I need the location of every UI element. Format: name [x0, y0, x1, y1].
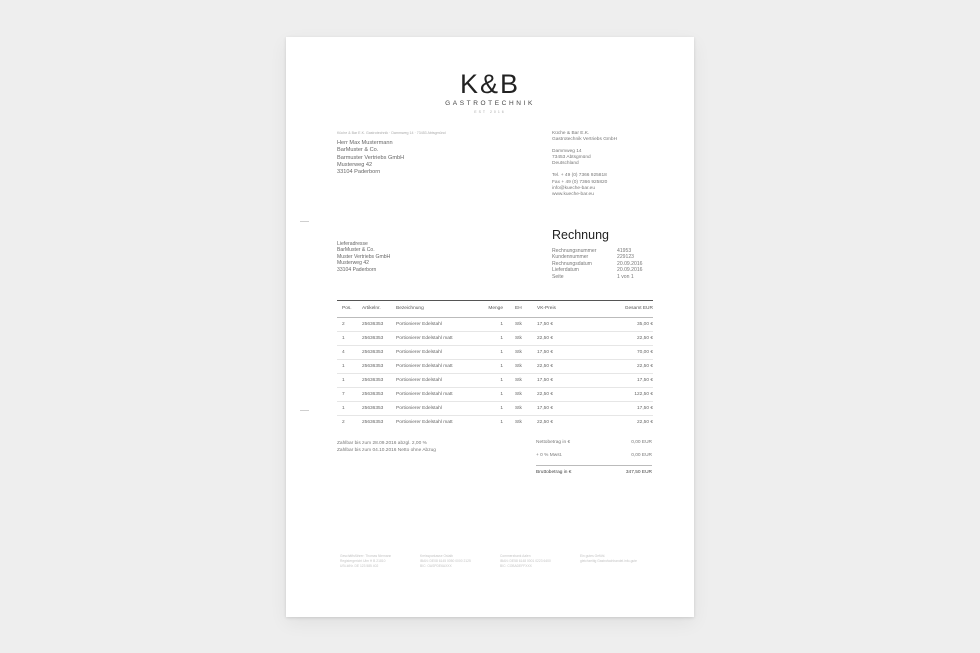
fold-mark	[300, 221, 309, 222]
cell-article: 25636353	[362, 420, 384, 425]
table-row	[337, 359, 653, 373]
table-row	[337, 387, 653, 401]
cell-unit-price: 17,50 €	[537, 350, 554, 355]
cell-quantity: 1	[500, 420, 503, 425]
cell-quantity: 1	[500, 378, 503, 383]
meta-label: Rechnungsnummer	[552, 248, 597, 254]
meta-value: 1 von 1	[617, 273, 634, 280]
header-quantity: Menge	[488, 306, 503, 311]
tax-value: 0,00 EUR	[631, 452, 652, 458]
invoice-meta	[552, 248, 643, 280]
footer-line: IBAN: DE58 6148 0001 0223 6400	[500, 559, 551, 563]
cell-pos: 2	[342, 420, 345, 425]
page-footer	[340, 554, 660, 569]
meta-value: 20.09.2016	[617, 267, 643, 274]
cell-article: 25636353	[362, 378, 384, 383]
gross-value: 347,50 EUR	[625, 470, 652, 475]
header-article: Artikelnr.	[362, 306, 381, 311]
cell-description: Portionierer Edelstahl	[396, 322, 442, 327]
meta-label: Lieferdatum	[552, 267, 579, 274]
logo-subtitle: GASTROTECHNIK	[445, 100, 535, 107]
cell-article: 25636353	[362, 364, 384, 369]
logo-established: EST 2016	[474, 110, 506, 114]
cell-article: 25636353	[362, 392, 384, 397]
cell-unit: Stk	[515, 420, 522, 425]
company-email: info@kueche-bar.eu	[552, 185, 596, 191]
company-fax: Fax + 49 (0) 7366 925820	[552, 179, 608, 185]
cell-pos: 2	[342, 322, 345, 327]
gross-label: Bruttobetrag in €	[536, 470, 572, 475]
cell-total: 122,50 €	[634, 392, 653, 397]
cell-unit: Stk	[515, 378, 522, 383]
cell-unit: Stk	[515, 322, 522, 327]
cell-description: Portionierer Edelstahl matt	[396, 336, 453, 341]
cell-quantity: 1	[500, 392, 503, 397]
invoice-page	[286, 37, 694, 617]
cell-article: 25636353	[362, 406, 384, 411]
table-row	[337, 317, 653, 331]
table-row	[337, 345, 653, 359]
meta-value: 20.09.2016	[617, 260, 643, 267]
table-row	[337, 401, 653, 415]
delivery-line: 33104 Paderborn	[337, 266, 377, 273]
company-address-line: Deutschland	[552, 161, 579, 167]
recipient-line: BarMuster & Co.	[337, 147, 379, 154]
footer-line: BIC: OASPDE6AXXX	[420, 564, 452, 568]
meta-label: Kundennummer	[552, 254, 589, 261]
header-pos: Pos.	[342, 306, 352, 311]
sender-return-line: Küche & Bar E.K. Gastrotechnik · Dammweg 14 · 73453 Abtsgmünd	[337, 131, 446, 135]
header-unit: EH	[515, 306, 522, 311]
cell-pos: 7	[342, 392, 345, 397]
cell-pos: 1	[342, 378, 345, 383]
recipient-line: Barmuster Vertriebs GmbH	[337, 154, 405, 161]
recipient-line: 33104 Paderborn	[337, 169, 381, 176]
cell-quantity: 1	[500, 350, 503, 355]
cell-description: Portionierer Edelstahl matt	[396, 364, 453, 369]
cell-description: Portionierer Edelstahl	[396, 378, 442, 383]
cell-unit-price: 22,50 €	[537, 336, 554, 341]
totals-block	[536, 440, 652, 483]
cell-quantity: 1	[500, 322, 503, 327]
footer-line: Ein gutes Gefühl.	[580, 554, 606, 558]
footer-line: gleichzeitig Gastrofachhandel.info-gute	[580, 559, 637, 563]
net-label: Nettobetrag in €	[536, 440, 571, 445]
company-address-line: 73453 Abtsgmünd	[552, 155, 591, 161]
fold-mark	[300, 410, 309, 411]
footer-line: USt-IdNr. DE 123 585 402	[340, 564, 379, 568]
table-header	[337, 300, 653, 317]
cell-unit: Stk	[515, 364, 522, 369]
recipient-address	[337, 140, 404, 176]
company-info	[552, 131, 617, 198]
cell-unit: Stk	[515, 406, 522, 411]
footer-line: Registergericht Ulm H B 21810	[340, 559, 386, 563]
company-logo	[286, 71, 694, 114]
delivery-title: Lieferadresse	[337, 241, 368, 247]
cell-description: Portionierer Edelstahl matt	[396, 420, 453, 425]
gross-row	[536, 466, 652, 483]
delivery-line: Musterweg 42	[337, 260, 369, 267]
cell-unit: Stk	[515, 392, 522, 397]
net-value: 0,00 EUR	[631, 440, 652, 445]
table-row	[337, 331, 653, 345]
cell-unit-price: 17,50 €	[537, 378, 554, 383]
company-address-line: Dammweg 14	[552, 149, 582, 155]
header-total: Gesamt EUR	[624, 306, 653, 311]
tax-label: + 0 % Mwst.	[536, 452, 563, 458]
delivery-line: BarMuster & Co.	[337, 247, 375, 254]
payment-term-line: Zahlbar bis zum 28.09.2016 abzgl. 2,00 %	[337, 441, 427, 446]
footer-line: IBAN: DE08 6145 0050 0000 2125	[420, 559, 471, 563]
net-row	[536, 440, 652, 453]
cell-total: 22,50 €	[636, 420, 653, 425]
cell-pos: 4	[342, 350, 345, 355]
meta-value: 229123	[617, 254, 634, 261]
cell-total: 17,50 €	[636, 378, 653, 383]
cell-unit: Stk	[515, 336, 522, 341]
cell-unit-price: 22,50 €	[537, 364, 554, 369]
table-row	[337, 373, 653, 387]
cell-article: 25636353	[362, 322, 384, 327]
footer-column	[420, 554, 500, 569]
cell-description: Portionierer Edelstahl matt	[396, 392, 453, 397]
meta-label: Seite	[552, 273, 564, 280]
footer-line: Geschäftsführer: Thomas Niemann	[340, 554, 392, 558]
cell-pos: 1	[342, 336, 345, 341]
delivery-line: Muster Vertriebs GmbH	[337, 253, 391, 260]
company-website: www.kueche-bar.eu	[552, 191, 594, 197]
meta-value: 41953	[617, 248, 632, 254]
cell-article: 25636353	[362, 350, 384, 355]
recipient-line: Musterweg 42	[337, 161, 373, 168]
meta-row	[552, 274, 643, 280]
cell-quantity: 1	[500, 406, 503, 411]
cell-pos: 1	[342, 406, 345, 411]
cell-quantity: 1	[500, 336, 503, 341]
payment-term-line: Zahlbar bis zum 04.10.2016 Netto ohne Abzug	[337, 448, 436, 454]
cell-total: 35,00 €	[636, 322, 653, 327]
cell-pos: 1	[342, 364, 345, 369]
table-row	[337, 415, 653, 429]
footer-column	[580, 554, 660, 569]
cell-total: 22,50 €	[636, 364, 653, 369]
cell-unit-price: 22,50 €	[537, 420, 554, 425]
cell-quantity: 1	[500, 364, 503, 369]
footer-column	[500, 554, 580, 569]
company-line: Küche & Bar E.K.	[552, 131, 590, 136]
cell-unit: Stk	[515, 350, 522, 355]
cell-total: 22,50 €	[636, 336, 653, 341]
delivery-address	[337, 241, 390, 273]
cell-unit-price: 17,50 €	[537, 322, 554, 327]
cell-total: 17,50 €	[636, 406, 653, 411]
footer-line: BIC: COBADEFFXXX	[500, 564, 532, 568]
line-items-table	[337, 300, 653, 429]
payment-terms	[337, 440, 436, 455]
cell-total: 70,00 €	[636, 350, 653, 355]
footer-line: Commerzbank Aalen	[500, 554, 531, 558]
logo-wordmark: K&B	[459, 69, 521, 99]
cell-article: 25636353	[362, 336, 384, 341]
cell-unit-price: 22,50 €	[537, 392, 554, 397]
header-unit-price: VK-Preis	[537, 306, 556, 311]
header-description: Bezeichnung	[396, 306, 424, 311]
invoice-title: Rechnung	[552, 228, 609, 242]
cell-description: Portionierer Edelstahl	[396, 406, 442, 411]
tax-row	[536, 453, 652, 467]
footer-line: Kreissparkasse Ostalb	[420, 554, 453, 558]
table-body	[337, 317, 653, 429]
cell-description: Portionierer Edelstahl	[396, 350, 442, 355]
meta-label: Rechnungsdatum	[552, 260, 592, 267]
company-phone: Tel. + 49 (0) 7366 925818	[552, 173, 607, 179]
footer-column	[340, 554, 420, 569]
cell-unit-price: 17,50 €	[537, 406, 554, 411]
recipient-line: Herr Max Mustermann	[337, 140, 393, 146]
company-line: Gastrotechnik Vertriebs GmbH	[552, 137, 618, 143]
